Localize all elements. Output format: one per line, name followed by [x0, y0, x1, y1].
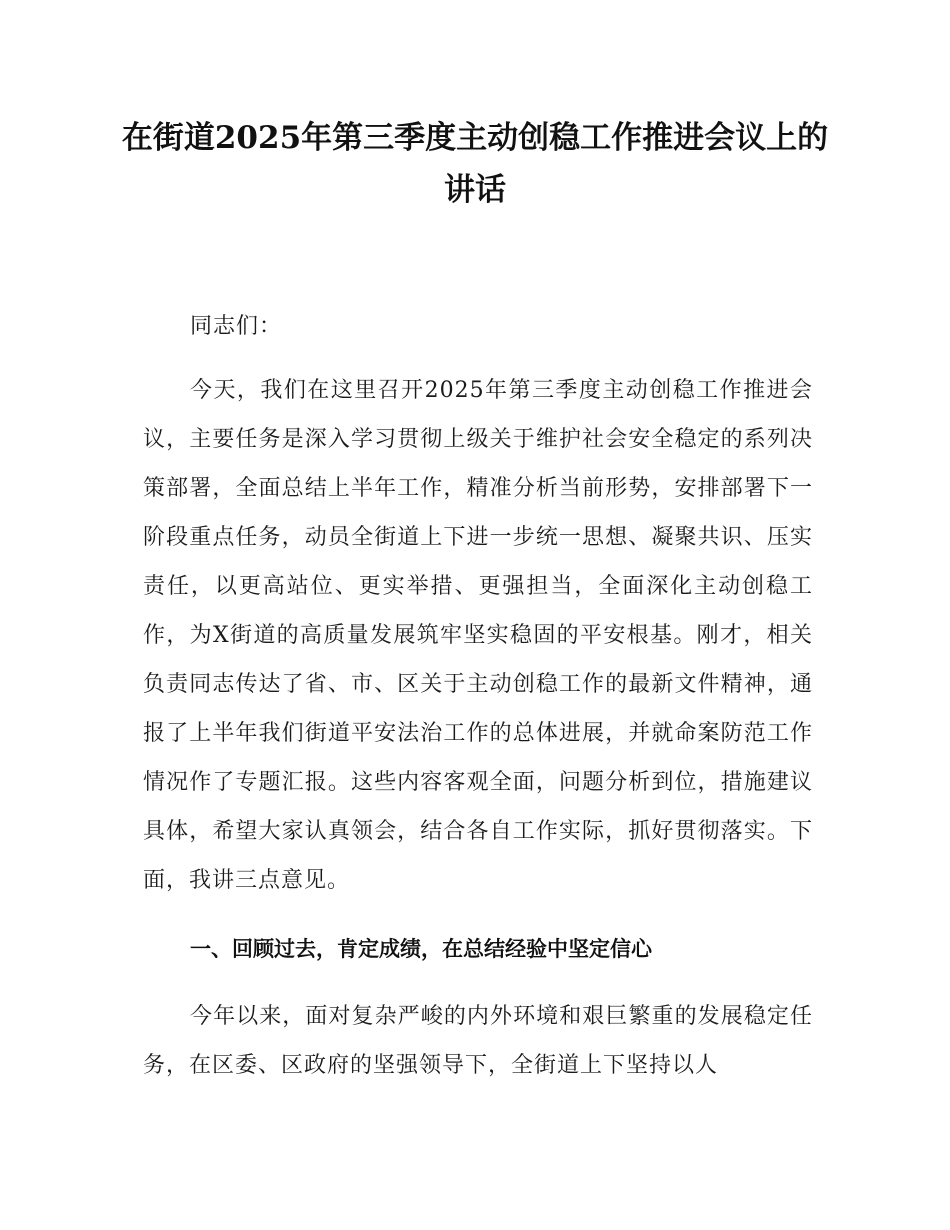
salutation: 同志们：	[190, 314, 283, 339]
opening-paragraph: 今天，我们在这里召开2025年第三季度主动创稳工作推进会议，主要任务是深入学习贯彻上级关于维护社会安全稳定的系列决策部署，全面总结上半年工作，精准分析当前形势，安排部署下一阶段重点任务，动员全街道上下进一步统一思想、凝聚共识、压实责任，以更高站位、更实举措、更强担当，全面深化主动创稳工作，为X街道的高质量发展筑牢坚实稳固的平安根基。刚才，相关负责同志传达了省、市、区关于主动创稳工作的最新文件精神，通报了上半年我们街道平安法治工作的总体进展，并就命案防范工作情况作了专题汇报。这些内容客观全面，问题分析到位，措施建议具体，希望大家认真领会，结合各自工作实际，抓好贯彻落实。下面，我讲三点意见。	[143, 378, 813, 893]
document-title: 在街道2025年第三季度主动创稳工作推进会议上的讲话	[121, 120, 829, 208]
section-paragraph: 今年以来，面对复杂严峻的内外环境和艰巨繁重的发展稳定任务，在区委、区政府的坚强领导下，全街道上下坚持以人	[143, 1004, 813, 1078]
section-heading: 一、回顾过去，肯定成绩，在总结经验中坚定信心	[190, 937, 652, 961]
